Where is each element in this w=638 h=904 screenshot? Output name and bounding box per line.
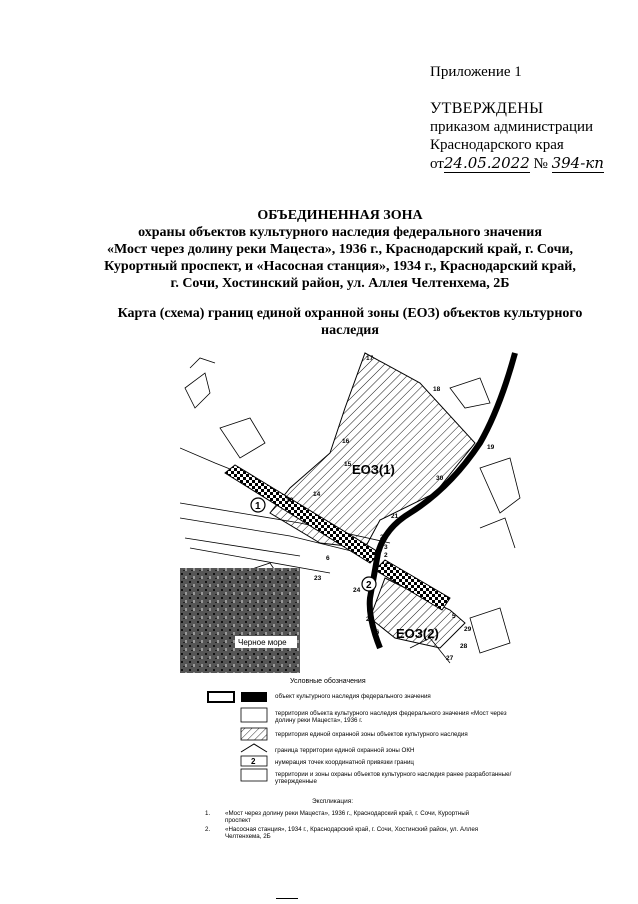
point-label: 13 — [286, 497, 294, 504]
legend-territory-symbol — [241, 708, 267, 722]
point-label: 3 — [384, 544, 388, 551]
point-label: 6 — [326, 555, 330, 562]
map-subtitle — [90, 305, 610, 339]
point-label: 28 — [460, 643, 468, 650]
object-marker-1 — [251, 498, 265, 512]
explication-num: 1. — [205, 810, 211, 817]
point-label: 17 — [366, 355, 374, 362]
object-marker-1-label: 1 — [255, 501, 261, 512]
number-value: 394-кп — [551, 154, 604, 172]
explication-item — [205, 810, 495, 826]
explication-title: Экспликация: — [312, 798, 354, 805]
legend-item-zone: территория единой охранной зоны объектов культурного наследия — [275, 731, 468, 738]
sea-label: Черное море — [238, 638, 287, 647]
object-marker-2-label: 2 — [366, 580, 372, 591]
date-prefix: от — [430, 156, 444, 172]
sea-area — [180, 568, 300, 673]
legend-item-object: объект культурного наследия федерального значения — [275, 693, 431, 700]
title-line: «Мост через долину реки Мацеста», 1936 г., Краснодарский край, г. Сочи, — [106, 242, 574, 257]
zone2-label: ЕОЗ(2) — [396, 626, 439, 641]
point-label: 26 — [372, 629, 380, 636]
object-marker-2 — [362, 577, 376, 591]
zone1-label: ЕОЗ(1) — [352, 462, 395, 477]
point-label: 15 — [344, 461, 352, 468]
subtitle-line: наследия — [321, 323, 379, 338]
point-label: 18 — [433, 386, 441, 393]
legend-item-boundary: граница территории единой охранной зоны ОКН — [275, 747, 415, 754]
zone-map — [180, 348, 525, 673]
legend-item-prior-zones: территории и зоны охраны объектов культурного наследия ранее разработанные/утвержденные — [275, 771, 512, 785]
subtitle-line: Карта (схема) границ единой охранной зоны (ЕОЗ) объектов культурного — [117, 306, 583, 321]
point-label: 4 — [384, 562, 388, 569]
point-label: 25 — [366, 616, 374, 623]
order-line2: Краснодарского края — [430, 137, 564, 153]
date-value: 24.05.2022 — [443, 154, 530, 172]
point-label: 21 — [391, 513, 399, 520]
approved-label: УТВЕРЖДЕНЫ — [430, 100, 544, 117]
legend-symbols — [205, 690, 273, 782]
title-line: ОБЪЕДИНЕННАЯ ЗОНА — [257, 208, 423, 223]
page-mark — [276, 898, 298, 899]
point-label: 5 — [452, 613, 456, 620]
legend-boundary-symbol — [241, 744, 267, 752]
point-label: 19 — [487, 444, 495, 451]
legend-item-territory: территория объекта культурного наследия федерального значения «Мост через долину реки Мацеста», 1936 г. — [275, 710, 507, 724]
explication-item — [205, 826, 495, 842]
point-label: 24 — [353, 587, 361, 594]
legend-object-symbol — [208, 692, 267, 702]
title-line: охраны объектов культурного наследия федерального значения — [138, 225, 542, 240]
point-label: 14 — [313, 491, 321, 498]
legend-zone-symbol — [241, 728, 267, 740]
point-label: 27 — [446, 655, 454, 662]
legend-item-numbering: нумерация точек координатной привязки границ — [275, 759, 414, 766]
point-label: 29 — [464, 626, 472, 633]
legend-prior-zones-symbol — [241, 769, 267, 781]
number-prefix: № — [533, 156, 548, 172]
document-title — [60, 207, 620, 292]
legend-number-sample: 2 — [251, 757, 256, 766]
explication-text: «Насосная станция», 1934 г., Краснодарский край, г. Сочи, Хостинский район, ул. Аллея Челтенхема, 2Б — [225, 826, 479, 840]
title-line: г. Сочи, Хостинский район, ул. Аллея Челтенхема, 2Б — [170, 276, 510, 291]
point-label: 23 — [314, 575, 322, 582]
approval-block — [430, 100, 604, 173]
point-label: 2 — [384, 552, 388, 559]
title-line: Курортный проспект, и «Насосная станция», 1934 г., Краснодарский край, — [104, 259, 576, 274]
date-line — [430, 154, 604, 173]
point-label: 22 — [380, 534, 388, 541]
point-label: 16 — [342, 438, 350, 445]
explication-text: «Мост через долину реки Мацеста», 1936 г., Краснодарский край, г. Сочи, Курортный проспект — [225, 810, 470, 824]
legend-title: Условные обозначения — [290, 678, 366, 685]
order-line1: приказом администрации — [430, 119, 594, 135]
point-label: 30 — [436, 475, 444, 482]
explication-num: 2. — [205, 826, 211, 833]
appendix-label: Приложение 1 — [430, 64, 522, 80]
